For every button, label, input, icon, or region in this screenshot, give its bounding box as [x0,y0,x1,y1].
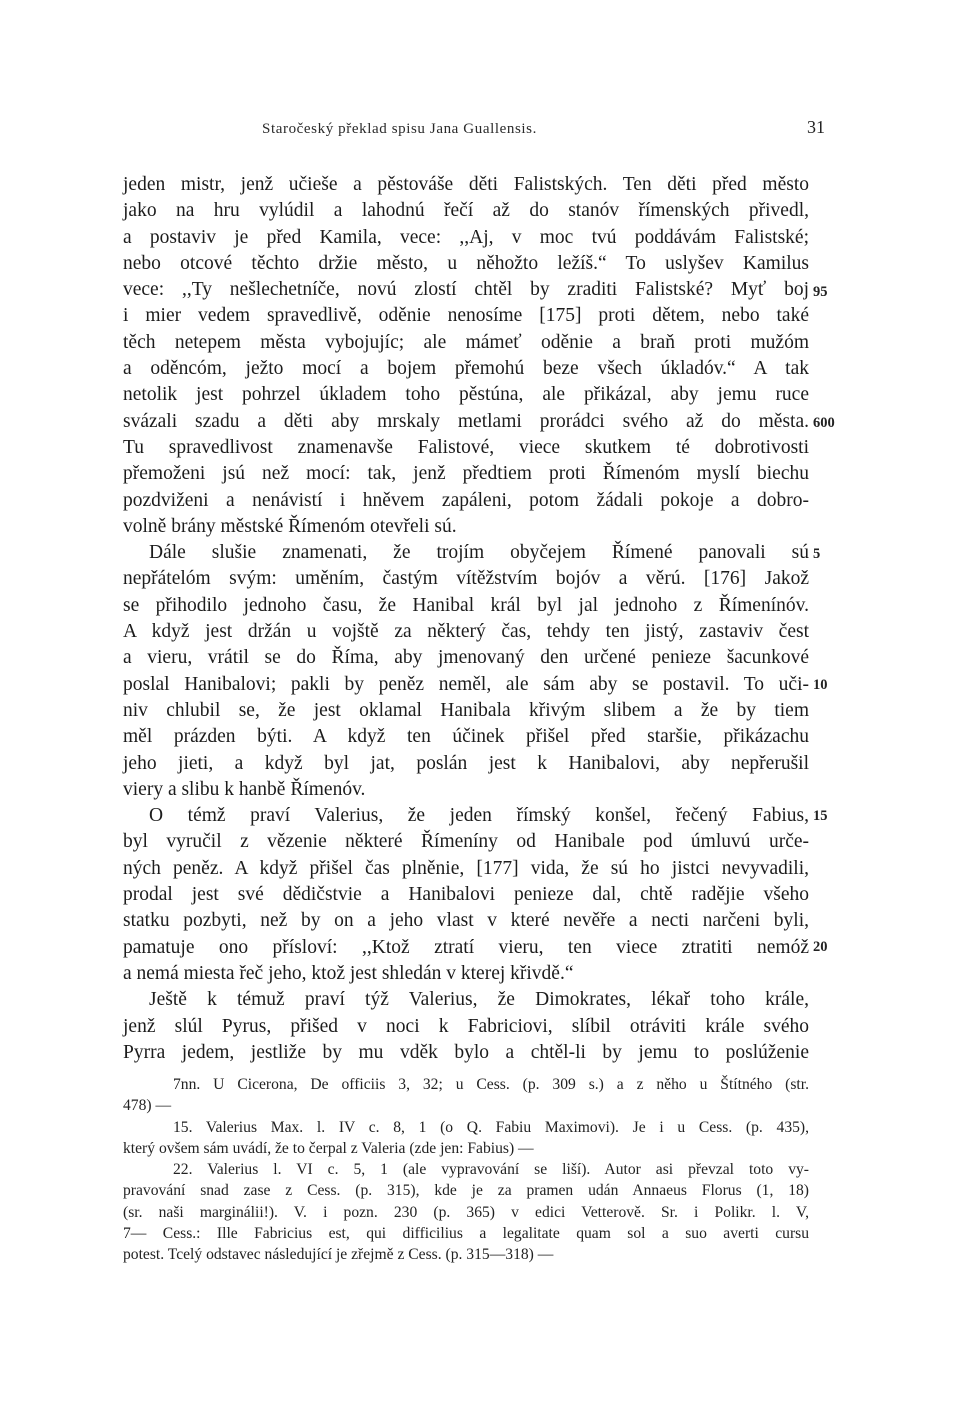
text-line: a vieru, vrátil se do Říma, aby jmenovaný den určené penieze šacunkové [123,647,809,669]
text-line: jenž slúl Pyrus, přišed v noci k Fabriciovi, slíbil otráviti krále svého [123,1015,809,1037]
text-line: jeho jieti, a když byl jat, poslán jest k Hanibalovi, aby nepřerušil [123,752,809,774]
text-line: Ještě k témuž praví týž Valerius, že Dimokrates, lékař toho krále, [149,989,809,1011]
text-line: volně brány městské Římenóm otevřeli sú. [123,515,457,537]
text-line: pamatuje ono přísloví: ,,Ktož ztratí vieru, ten viece ztratiti nemóž [123,936,809,958]
text-line: niv chlubil se, že jest oklamal Hanibala křivým slibem a že by tiem [123,699,809,721]
text-line: jeden mistr, jenž učieše a pěstováše děti Falistských. Ten děti před město [123,174,809,195]
text-line: měl prázden býti. A když ten účinek přišel před staršie, přikázachu [123,726,809,748]
text-line: těch netepem města vybojujíc; ale mámeť oděnie a braň proti mužóm [123,331,809,353]
main-text [123,172,809,1066]
footnote-line: 22. Valerius l. VI c. 5, 1 (ale vypravování se liší). Autor asi převzal toto vy- [173,1161,809,1179]
page-number: 31 [807,117,825,137]
text-line: A když jest držán u vojště za některý čas, tehdy ten jistý, zastaviv čest [123,621,809,643]
text-line: Tu spravedlivost znamenavše Falistové, viece skutkem té dobrotivosti [123,436,809,458]
text-line: a postaviv je před Kamila, vece: ,,Aj, v moc tvú poddávám Falistské; [123,226,809,248]
text-line: a nemá miesta řeč jeho, ktož jest shledán v kterej křivdě.“ [123,962,574,984]
text-line: pozdviženi a nenávistí i hněvem zapáleni, potom žádali pokoje a dobro- [123,489,809,511]
margin-line-number: 10 [813,677,828,693]
text-line: nebo otcové těchto držie město, u něhožto ležíš.“ To uslyšev Kamilus [123,252,809,274]
text-line: byl vyručil z vězenie některé Římeníny od Hanibale pod úmluvú urče- [123,831,809,853]
text-line: O témž praví Valerius, že jeden římský konšel, řečený Fabius, [149,805,809,827]
text-line: prodal jest své dědičstvie a Hanibalovi penieze dal, chtě radějie všeho [123,884,809,906]
text-line: se přihodilo jednoho času, že Hanibal král byl jal jednoho z Římenínóv. [123,594,809,616]
text-line: vece: ,,Ty nešlechetníče, novú zlostí chtěl by zraditi Falistské? Myť boj [123,279,809,301]
margin-line-number: 5 [813,546,821,562]
text-line: Dále slušie znamenati, že trojím obyčejem Římené panovali sú [149,542,809,564]
footnotes [123,1074,809,1266]
footnote-line: 15. Valerius Max. l. IV c. 8, 1 (o Q. Fabiu Maximovi). Je i u Cess. (p. 435), [173,1118,809,1136]
footnote-line: 478) — [123,1097,172,1115]
footnote-line: potest. Tcelý odstavec následující je zřejmě z Cess. (p. 315—318) — [123,1246,554,1264]
text-line: Pyrra jedem, jestliže by mu vděk bylo a chtěl-li by jemu to poslúženie [123,1041,809,1063]
footnote-line: 7— Cess.: Ille Fabricius est, qui difficilius a legalitate quam sol a suo averti cursu [123,1225,809,1243]
text-line: jako na hru vylúdil a lahodnú řečí až do stanóv římenských přivedl, [123,200,809,222]
text-line: viery a slibu k hanbě Římenóv. [123,778,366,800]
footnote-line: který ovšem sám uvádí, že to čerpal z Valeria (zde jen: Fabius) — [123,1139,534,1157]
footnote-line: pravování snad zase z Cess. (p. 315), kde je za pramen udán Annaeus Florus (1, 18) [123,1182,809,1200]
footnote-line: 7nn. U Cicerona, De officiis 3, 32; u Cess. (p. 309 s.) a z něho u Štítného (str. [173,1076,809,1093]
text-line: statku pozbyti, než by on a jeho vlast v které nevěře a necti narčeni byli, [123,910,809,932]
text-line: poslal Hanibalovi; pakli by peněz neměl, ale sám aby se postavil. To uči- [123,673,809,695]
text-line: ných peněz. A když přišel čas plněnie, [177] vida, že sú ho jistci nevyvadili, [123,857,809,879]
text-line: i mier vedem spravedlivě, oděnie nenosíme [175] proti dětem, nebo také [123,305,809,327]
margin-line-number: 600 [813,415,835,431]
text-line: netolik jest pohrzel úkladem toho pěstúna, ale přikázal, aby jemu ruce [123,384,809,406]
margin-line-number: 20 [813,939,828,955]
margin-line-number: 95 [813,284,828,300]
margin-line-number: 15 [813,808,828,824]
text-line: svázali szadu a děti aby mrskaly metlami prorádci svého až do města. [123,410,809,432]
text-line: nepřátelóm svým: uměním, častým vítěžstvím bojóv a věrú. [176] Jakož [123,568,809,590]
running-title: Staročeský překlad spisu Jana Guallensis. [262,121,537,137]
footnote-line: (sr. naši marginálii!). V. i pozn. 230 (p. 365) v edici Vetterově. Sr. i Polikr. l. V, [123,1203,809,1221]
text-line: přemoženi jsú než mocí: tak, jenž předtiem proti Římenóm myslí biechu [123,463,809,485]
text-line: a oděncóm, ježto mocí a bojem přemohú beze všech úkladóv.“ A tak [123,358,809,380]
